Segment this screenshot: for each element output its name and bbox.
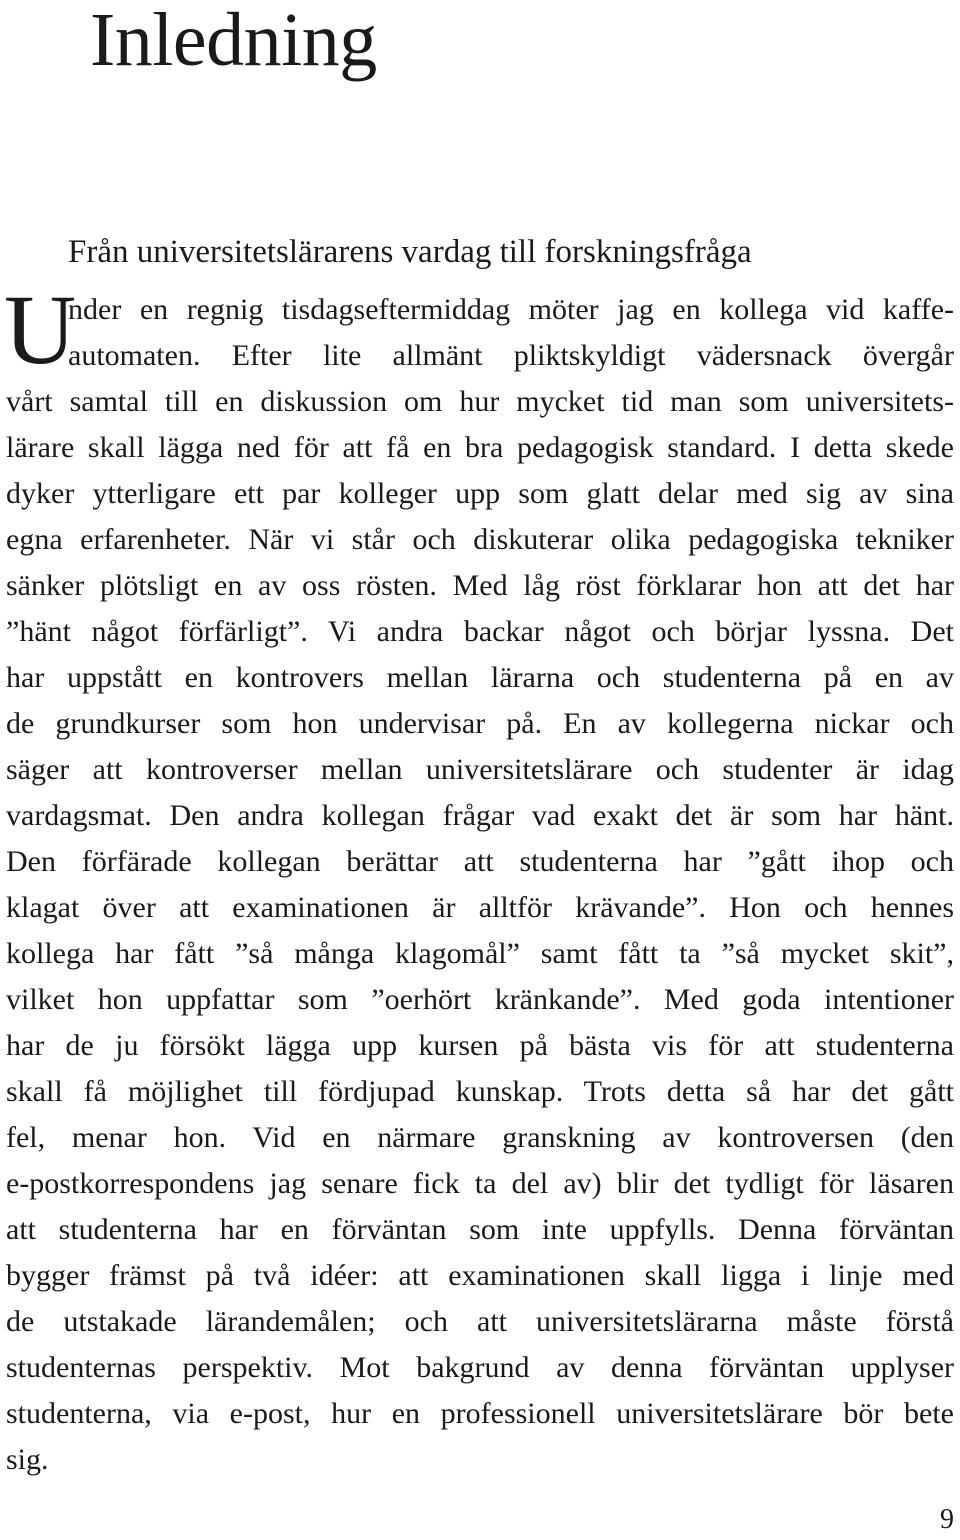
paragraph-line: skall få möjlighet till fördjupad kunskap. Trots detta så har det gått <box>6 1075 954 1108</box>
paragraph-line: säger att kontroverser mellan universitetslärare och studenter är idag <box>6 753 954 786</box>
paragraph-line: har de ju försökt lägga upp kursen på bästa vis för att studenterna <box>6 1029 954 1062</box>
paragraph-line: Den förfärade kollegan berättar att studenterna har ”gått ihop och <box>6 845 954 878</box>
paragraph-line: lärare skall lägga ned för att få en bra pedagogisk standard. I detta skede <box>6 431 954 464</box>
paragraph-line: studenternas perspektiv. Mot bakgrund av denna förväntan upplyser <box>6 1351 954 1384</box>
paragraph-line: bygger främst på två idéer: att examinationen skall ligga i linje med <box>6 1259 954 1292</box>
paragraph-line: de grundkurser som hon undervisar på. En av kollegerna nickar och <box>6 707 954 740</box>
body-paragraph <box>4 274 954 1483</box>
paragraph-line: fel, menar hon. Vid en närmare granskning av kontroversen (den <box>6 1121 954 1154</box>
paragraph-line: e-postkorrespondens jag senare fick ta del av) blir det tydligt för läsaren <box>6 1167 954 1200</box>
paragraph-line: vårt samtal till en diskussion om hur mycket tid man som universitets- <box>6 385 954 418</box>
paragraph-line: ”hänt något förfärligt”. Vi andra backar något och börjar lyssna. Det <box>6 615 954 648</box>
paragraph-line: att studenterna har en förväntan som inte uppfylls. Denna förväntan <box>6 1213 954 1246</box>
paragraph-line: klagat över att examinationen är alltför krävande”. Hon och hennes <box>6 891 954 924</box>
paragraph-line: nder en regnig tisdagseftermiddag möter jag en kollega vid kaffe- <box>68 293 954 326</box>
drop-cap: U <box>4 274 77 385</box>
paragraph-line: vilket hon uppfattar som ”oerhört kränkande”. Med goda intentioner <box>6 983 954 1016</box>
paragraph-line: sänker plötsligt en av oss rösten. Med låg röst förklarar hon att det har <box>6 569 954 602</box>
paragraph-line: automaten. Efter lite allmänt pliktskyldigt vädersnack övergår <box>68 339 954 372</box>
paragraph-line: har uppstått en kontrovers mellan lärarna och studenterna på en av <box>6 661 954 694</box>
paragraph-line: de utstakade lärandemålen; och att universitetslärarna måste förstå <box>6 1305 954 1338</box>
section-heading: Från universitetslärarens vardag till forskningsfråga <box>68 234 752 270</box>
paragraph-line: studenterna, via e-post, hur en professionell universitetslärare bör bete <box>6 1397 954 1430</box>
paragraph-line: sig. <box>6 1443 49 1476</box>
paragraph-line: egna erfarenheter. När vi står och diskuterar olika pedagogiska tekniker <box>6 523 954 556</box>
chapter-title: Inledning <box>90 0 377 82</box>
paragraph-line: vardagsmat. Den andra kollegan frågar vad exakt det är som har hänt. <box>6 799 954 832</box>
paragraph-line: dyker ytterligare ett par kolleger upp som glatt delar med sig av sina <box>6 477 954 510</box>
page-number: 9 <box>940 1504 954 1535</box>
paragraph-line: kollega har fått ”så många klagomål” samt fått ta ”så mycket skit”, <box>6 937 954 970</box>
